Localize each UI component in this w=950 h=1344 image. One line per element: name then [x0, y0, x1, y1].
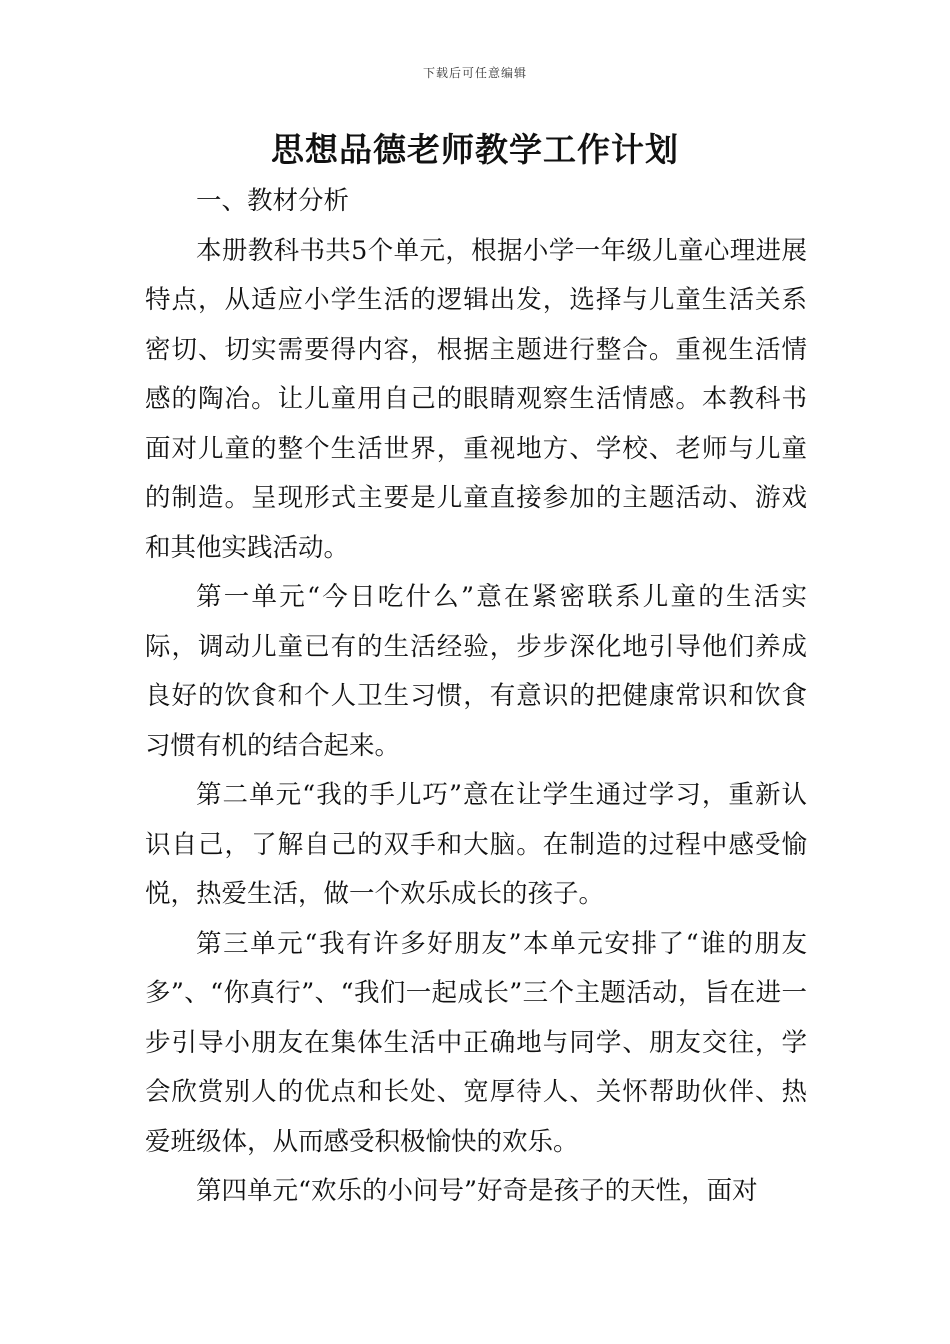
paragraph-unit-2: 第二单元“我的手儿巧”意在让学生通过学习，重新认识自己，了解自己的双手和大脑。在制造的过程中感受愉悦，热爱生活，做一个欢乐成长的孩子。 — [145, 780, 807, 909]
document-body — [145, 177, 807, 1217]
header-note: 下载后可任意编辑 — [422, 66, 527, 80]
paragraph-unit-1: 第一单元“今日吃什么”意在紧密联系儿童的生活实际，调动儿童已有的生活经验，步步深化地引导他们养成良好的饮食和个人卫生习惯，有意识的把健康常识和饮食习惯有机的结合起来。 — [145, 582, 807, 761]
paragraph-intro: 本册教科书共5个单元，根据小学一年级儿童心理进展特点，从适应小学生活的逻辑出发，选择与儿童生活关系密切、切实需要得内容，根据主题进行整合。重视生活情感的陶冶。让儿童用自己的眼睛观察生活情感。本教科书面对儿童的整个生活世界，重视地方、学校、老师与儿童的制造。呈现形式主要是儿童直接参加的主题活动、游戏和其他实践活动。 — [145, 235, 807, 563]
document-title: 思想品德老师教学工作计划 — [271, 130, 679, 169]
paragraph-unit-4: 第四单元“欢乐的小问号”好奇是孩子的天性，面对 — [196, 1176, 758, 1206]
paragraph-unit-3: 第三单元“我有许多好朋友”本单元安排了“谁的朋友多”、“你真行”、“我们一起成长”三个主题活动，旨在进一步引导小朋友在集体生活中正确地与同学、朋友交往，学会欣赏别人的优点和长处、宽厚待人、关怀帮助伙伴、热爱班级体，从而感受积极愉快的欢乐。 — [145, 928, 807, 1157]
section-heading: 一、教材分析 — [196, 186, 350, 216]
